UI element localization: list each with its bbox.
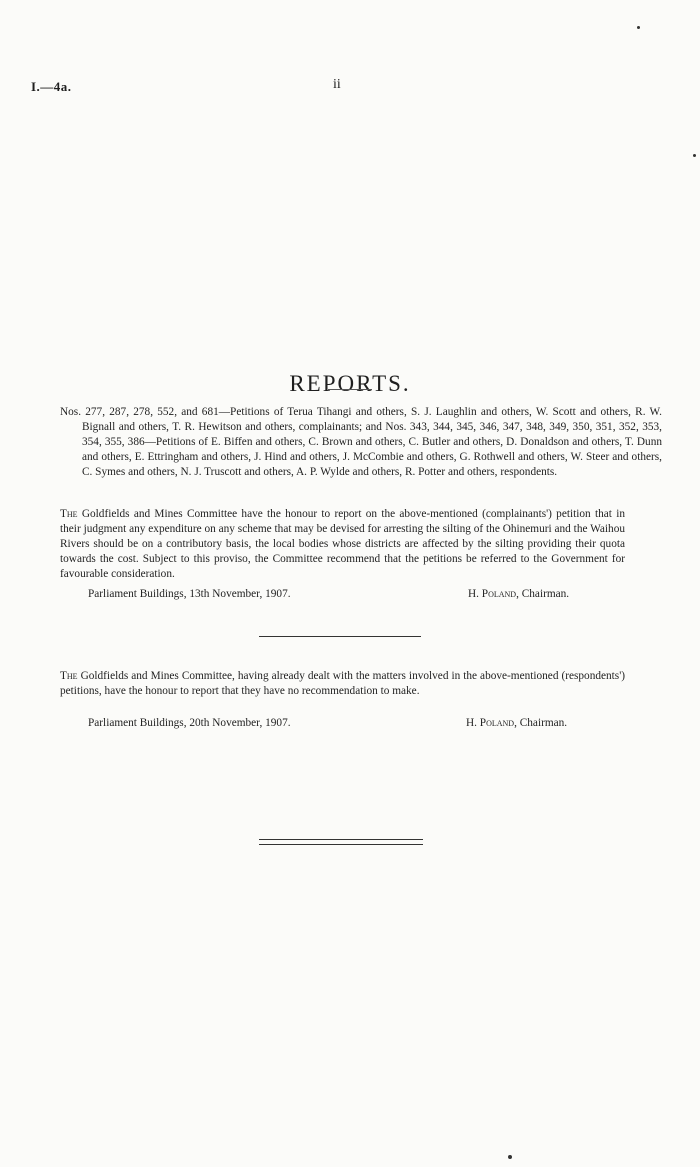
report-lead-word: The — [60, 508, 78, 520]
report-lead-word: The — [60, 670, 78, 682]
report-respondents — [60, 669, 625, 699]
page-number: ii — [333, 77, 341, 92]
chairman-title: , Chairman. — [516, 588, 570, 600]
scan-speck — [637, 26, 640, 29]
page-code: I.—4a. — [31, 79, 72, 94]
report-complainants — [60, 507, 625, 582]
scan-speck — [693, 154, 696, 157]
title-rule — [328, 389, 372, 390]
chairman-name: H. Poland — [466, 717, 515, 729]
report-text: Goldfields and Mines Committee, having already dealt with the matters involved in the above-mentioned (respondents') petitions, have the honour to report that they have no recommendation to make. — [60, 670, 625, 697]
place-date: Parliament Buildings, 13th November, 1907. — [88, 588, 291, 600]
chairman-signature — [466, 716, 567, 731]
chairman-signature — [468, 587, 569, 602]
petition-list: Nos. 277, 287, 278, 552, and 681—Petitions of Terua Tihangi and others, S. J. Laughlin and others, W. Scott and others, R. W. Bignall and others, T. R. Hewitson and others, complainants; and Nos. 343, 344, 345, 346, 347, 348, 349, 350, 351, 352, 353, 354, 355, 386—Petitions of E. Biffen and others, C. Brown and others, C. Butler and others, D. Donaldson and others, T. Dunn and others, E. Ettringham and others, J. Hind and others, J. McCombie and others, G. Rothwell and others, W. Steer and others, C. Symes and others, N. J. Truscott and others, A. P. Wylde and others, R. Potter and others, respondents. — [60, 406, 662, 478]
scan-speck — [508, 1155, 512, 1159]
page-title: REPORTS. — [289, 371, 411, 397]
section-divider — [259, 636, 421, 637]
chairman-title: , Chairman. — [514, 717, 568, 729]
report-text: Goldfields and Mines Committee have the honour to report on the above-mentioned (complainants') petition that in their judgment any expenditure on any scheme that may be devised for arresting the silting of the Ohinemuri and the Waihou Rivers should be on a contributory basis, the local bodies whose districts are affected by the silting providing their quota towards the cost. Subject to this proviso, the Committee recommend that the petitions be referred to the Government for favourable consideration. — [60, 508, 625, 580]
end-double-rule — [259, 839, 423, 845]
place-date: Parliament Buildings, 20th November, 1907. — [88, 717, 291, 729]
chairman-name: H. Poland — [468, 588, 517, 600]
